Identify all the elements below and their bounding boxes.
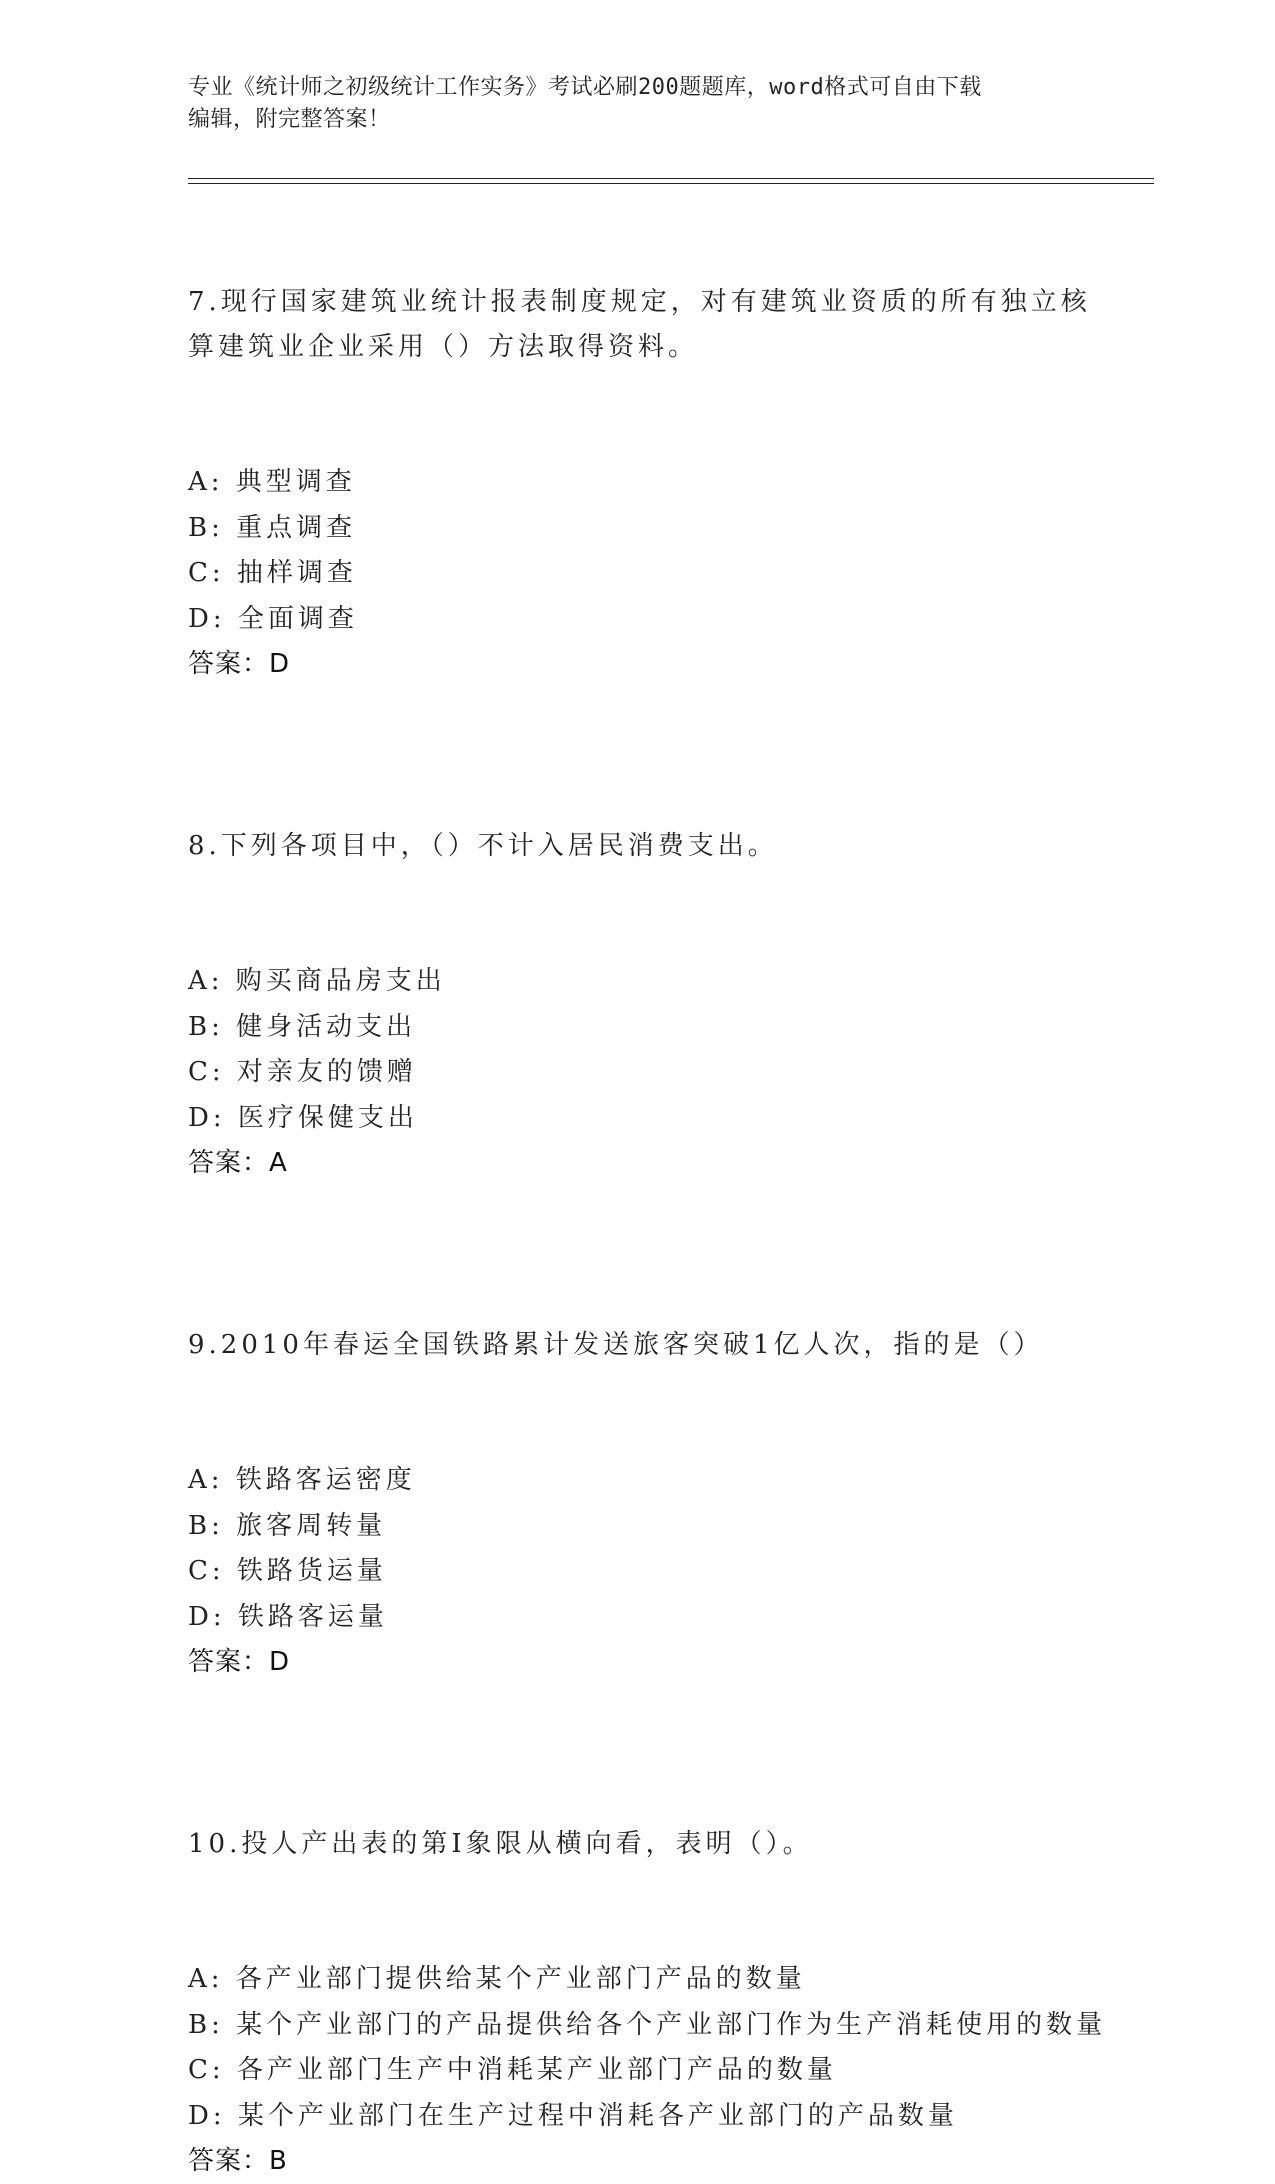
question-10 [188, 1732, 1168, 2184]
option-c: C: 对亲友的馈赠 [188, 1057, 417, 1087]
option-a: A: 各产业部门提供给某个产业部门产品的数量 [188, 1964, 806, 1994]
option-d: D: 铁路客运量 [188, 1601, 388, 1632]
question-stem [188, 1233, 1168, 1458]
option-b: B: 旅客周转量 [188, 1510, 387, 1541]
option-b: B: 重点调查 [188, 512, 357, 543]
question-stem-line: 算建筑业企业采用（）方法取得资料。 [188, 332, 699, 362]
option-a: A: 购买商品房支出 [188, 966, 446, 996]
question-spacer [188, 1685, 1168, 1732]
document-header [188, 72, 1088, 136]
option-b: B: 某个产业部门的产品提供给各个产业部门作为生产消耗使用的数量 [188, 2009, 1107, 2040]
header-line-2: 编辑，附完整答案！ [188, 107, 391, 132]
question-stem-line: 10.投人产出表的第Ⅰ象限从横向看，表明（）。 [188, 1829, 813, 1859]
question-stem-line: 7.现行国家建筑业统计报表制度规定，对有建筑业资质的所有独立核 [188, 287, 1091, 317]
answer: 答案：B [188, 2146, 288, 2176]
question-7 [188, 190, 1168, 687]
question-stem [188, 734, 1168, 959]
header-line-1: 专业《统计师之初级统计工作实务》考试必刷200题题库，word格式可自由下载 [188, 75, 982, 100]
question-stem-line: 8.下列各项目中，（）不计入居民消费支出。 [188, 831, 778, 861]
question-spacer [188, 1186, 1168, 1233]
option-c: C: 铁路货运量 [188, 1556, 387, 1586]
option-a: A: 典型调查 [188, 467, 356, 497]
header-divider-bottom [188, 183, 1154, 184]
option-c: C: 各产业部门生产中消耗某产业部门产品的数量 [188, 2055, 837, 2085]
answer: 答案：D [188, 1647, 291, 1677]
question-list [188, 190, 1168, 2184]
option-d: D: 医疗保健支出 [188, 1102, 418, 1133]
option-d: D: 某个产业部门在生产过程中消耗各产业部门的产品数量 [188, 2100, 958, 2131]
question-stem [188, 1732, 1168, 1957]
question-9 [188, 1233, 1168, 1685]
option-b: B: 健身活动支出 [188, 1011, 417, 1042]
question-8 [188, 734, 1168, 1186]
answer: 答案：A [188, 1148, 288, 1178]
option-a: A: 铁路客运密度 [188, 1465, 416, 1495]
option-d: D: 全面调查 [188, 603, 358, 634]
question-spacer [188, 687, 1168, 734]
option-c: C: 抽样调查 [188, 558, 357, 588]
question-stem-line: 9.2010年春运全国铁路累计发送旅客突破1亿人次，指的是（） [188, 1330, 1044, 1360]
question-stem [188, 190, 1168, 460]
answer: 答案：D [188, 649, 291, 679]
header-divider-top [188, 178, 1154, 179]
